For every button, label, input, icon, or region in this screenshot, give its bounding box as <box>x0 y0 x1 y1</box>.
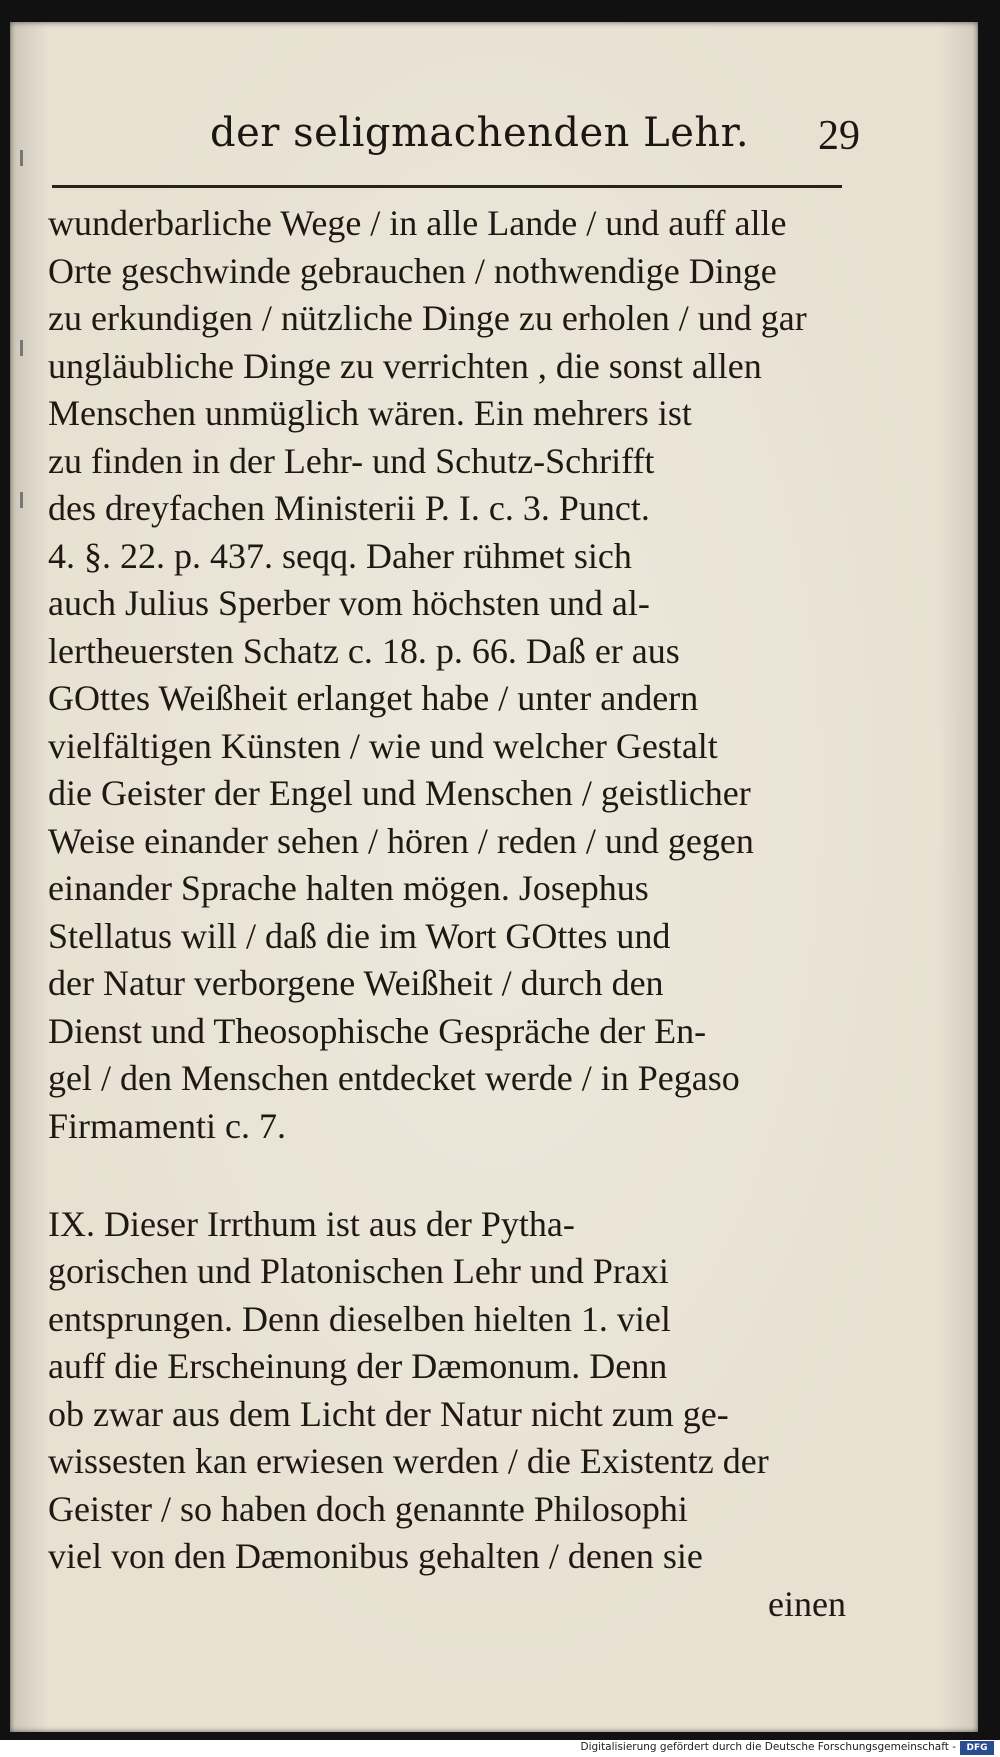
body-text <box>48 200 848 1628</box>
text-line: Menschen unmüglich wären. Ein mehrers ist <box>48 393 692 433</box>
running-head: der seligmachenden Lehr. <box>210 110 750 156</box>
text-line: gel / den Menschen entdecket werde / in Pegaso <box>48 1058 740 1098</box>
text-line: auff die Erscheinung der Dæmonum. Denn <box>48 1346 668 1386</box>
text-line: IX. Dieser Irrthum ist aus der Pytha- <box>48 1203 575 1244</box>
text-line: auch Julius Sperber vom höchsten und al- <box>48 583 650 623</box>
text-line: des dreyfachen Ministerii P. I. c. 3. Punct. <box>48 488 650 528</box>
text-line: Weise einander sehen / hören / reden / und gegen <box>48 820 754 861</box>
text-line: GOttes Weißheit erlanget habe / unter andern <box>48 678 699 718</box>
dfg-logo: DFG <box>960 1741 994 1755</box>
text-line: lertheuersten Schatz c. 18. p. 66. Daß er aus <box>48 630 680 671</box>
text-line: wunderbarliche Wege / in alle Lande / und auff alle <box>48 203 787 243</box>
edge-mark <box>20 340 23 356</box>
digitization-footer <box>0 1740 1000 1757</box>
text-line: Geister / so haben doch genannte Philosophi <box>48 1488 688 1529</box>
text-line: zu finden in der Lehr- und Schutz-Schrifft <box>48 440 655 481</box>
header-rule <box>52 185 842 188</box>
text-line: gorischen und Platonischen Lehr und Praxi <box>48 1251 669 1291</box>
text-line: Firmamenti c. 7. <box>48 1105 286 1146</box>
text-line: ungläubliche Dinge zu verrichten , die sonst allen <box>48 345 762 386</box>
text-line: einander Sprache halten mögen. Josephus <box>48 868 649 908</box>
page-number: 29 <box>818 113 860 159</box>
edge-mark <box>20 492 23 508</box>
text-line: vielfältigen Künsten / wie und welcher Gestalt <box>48 725 718 766</box>
book-page <box>10 22 978 1732</box>
text-line: Dienst und Theosophische Gespräche der En- <box>48 1010 707 1051</box>
text-line: entsprungen. Denn dieselben hielten 1. viel <box>48 1298 671 1339</box>
catchword: einen <box>768 1583 846 1624</box>
text-line: viel von den Dæmonibus gehalten / denen sie <box>48 1536 703 1576</box>
text-line: zu erkundigen / nützliche Dinge zu erholen / und gar <box>48 298 807 338</box>
text-line: Stellatus will / daß die im Wort GOttes und <box>48 915 671 956</box>
digitization-credit: Digitalisierung gefördert durch die Deutsche Forschungsgemeinschaft - <box>580 1741 956 1753</box>
text-line: die Geister der Engel und Menschen / geistlicher <box>48 773 751 813</box>
edge-mark <box>20 150 23 166</box>
text-line: wissesten kan erwiesen werden / die Existentz der <box>48 1441 769 1481</box>
page-header <box>200 110 860 170</box>
text-line: 4. §. 22. p. 437. seqq. Daher rühmet sich <box>48 535 632 576</box>
text-line: der Natur verborgene Weißheit / durch den <box>48 963 664 1003</box>
text-line: Orte geschwinde gebrauchen / nothwendige Dinge <box>48 250 777 291</box>
text-line: ob zwar aus dem Licht der Natur nicht zum ge- <box>48 1393 729 1434</box>
